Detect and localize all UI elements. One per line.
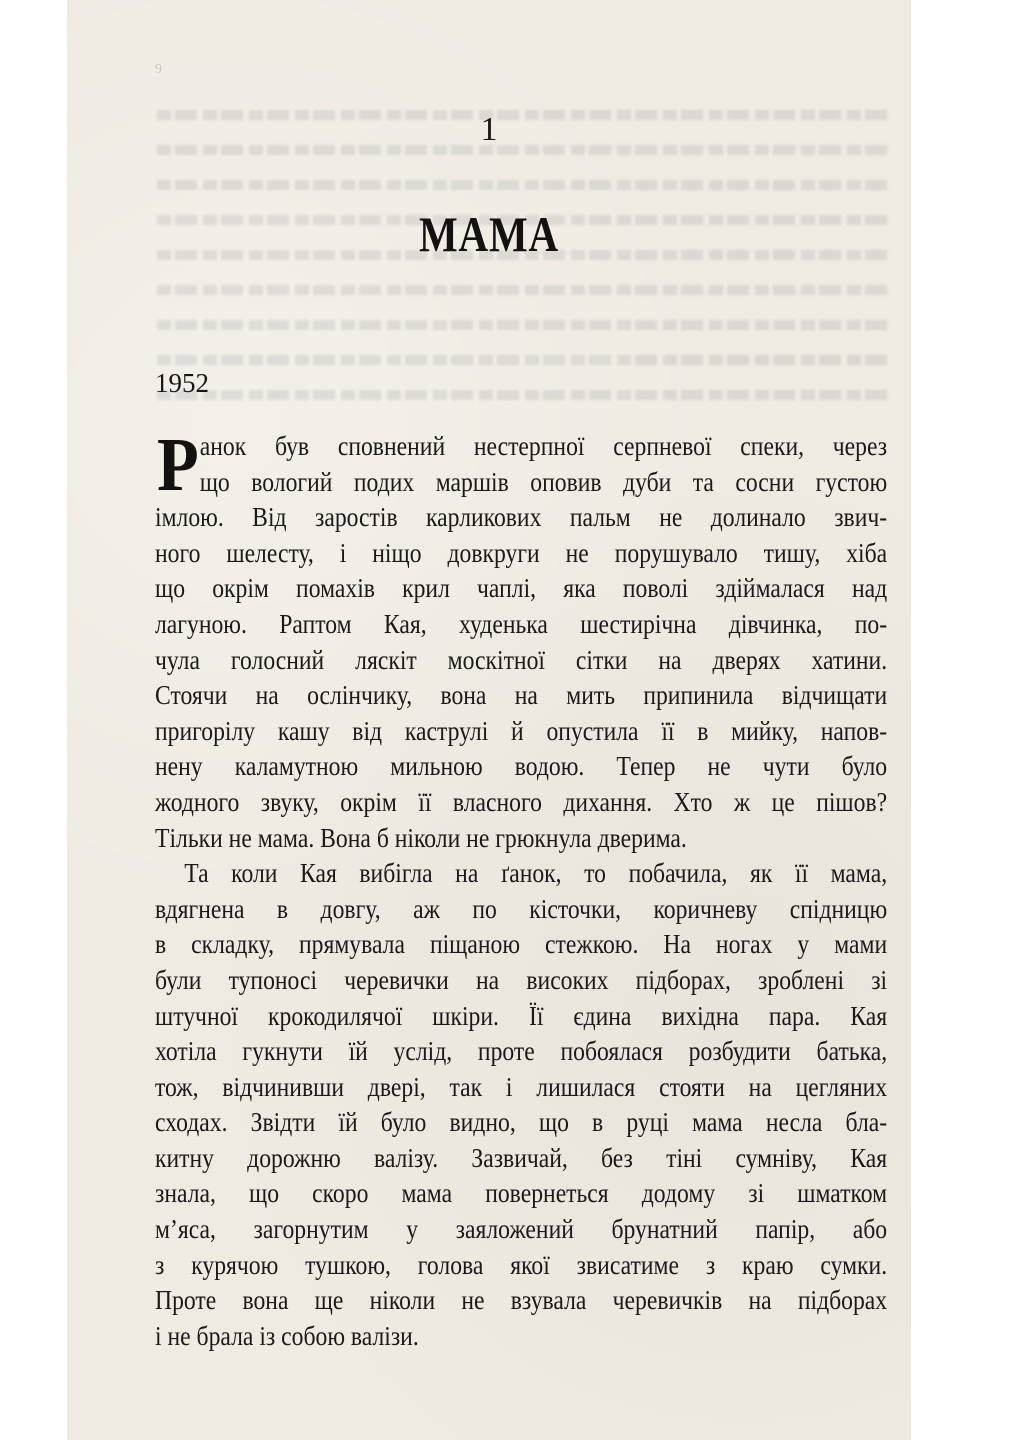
text-line: Тільки не мама. Вона б ніколи не грюкнула дверима. — [155, 821, 687, 853]
body-text — [155, 423, 888, 1353]
text-line: Стоячи на ослінчику, вона на мить припинила відчищати — [155, 679, 888, 711]
text-line: в складку, прямувала піщаною стежкою. На ногах у мами — [155, 928, 888, 960]
text-line: сходах. Звідти їй було видно, що в руці мама несла бла- — [155, 1106, 888, 1138]
text-line: що окрім помахів крил чаплі, яка поволі здіймалася над — [155, 572, 888, 604]
text-line: і не брала із собою валізи. — [155, 1319, 419, 1351]
drop-cap: Р — [157, 423, 199, 507]
text-line: вдягнена в довгу, аж по кісточки, коричневу спідницю — [155, 892, 888, 924]
text-line: чула голосний ляскіт москітної сітки на дверях хатини. — [155, 643, 888, 675]
section-year: 1952 — [155, 368, 209, 398]
show-through-text — [157, 110, 891, 430]
text-line: китну дорожню валізу. Зазвичай, без тіні сумніву, Кая — [155, 1141, 888, 1173]
text-line: що вологий подих маршів оповив дуби та сосни густою — [199, 465, 888, 497]
text-line: анок був сповнений нестерпної серпневої спеки, через — [199, 430, 888, 461]
text-line: знала, що скоро мама повернеться додому зі шматком — [155, 1177, 888, 1209]
text-line: Та коли Кая вибігла на ґанок, то побачила, як її мама, — [184, 857, 888, 889]
page-mark: 9 — [155, 62, 162, 77]
text-line: штучної крокодилячої шкіри. Її єдина вихідна пара. Кая — [155, 999, 888, 1031]
text-line: нену каламутною мильною водою. Тепер не чути було — [155, 750, 888, 782]
text-line: з курячою тушкою, голова якої звисатиме з краю сумки. — [155, 1248, 888, 1280]
chapter-number: 1 — [480, 111, 498, 148]
text-line: ного шелесту, і ніщо довкруги не порушувало тишу, хіба — [155, 536, 888, 568]
text-line: хотіла гукнути їй услід, проте побоялася розбудити батька, — [155, 1035, 888, 1067]
text-line: жодного звуку, окрім її власного дихання. Хто ж це пішов? — [155, 785, 888, 817]
text-line: імлою. Від заростів карликових пальм не долинало звич- — [155, 501, 888, 533]
text-line: тож, відчинивши двері, так і лишилася стояти на цегляних — [155, 1070, 888, 1102]
text-line: Проте вона ще ніколи не взувала черевичків на підборах — [155, 1284, 888, 1316]
chapter-title: МАМА — [419, 206, 559, 262]
book-page — [67, 0, 911, 1440]
text-line: були тупоносі черевички на високих підборах, зроблені зі — [155, 963, 888, 995]
text-line: лагуною. Раптом Кая, худенька шестирічна дівчинка, по- — [155, 607, 888, 639]
text-line: м’яса, загорнутим у заяложений брунатний папір, або — [155, 1213, 888, 1245]
text-line: пригорілу кашу від каструлі й опустила її в мийку, напов- — [155, 714, 888, 746]
